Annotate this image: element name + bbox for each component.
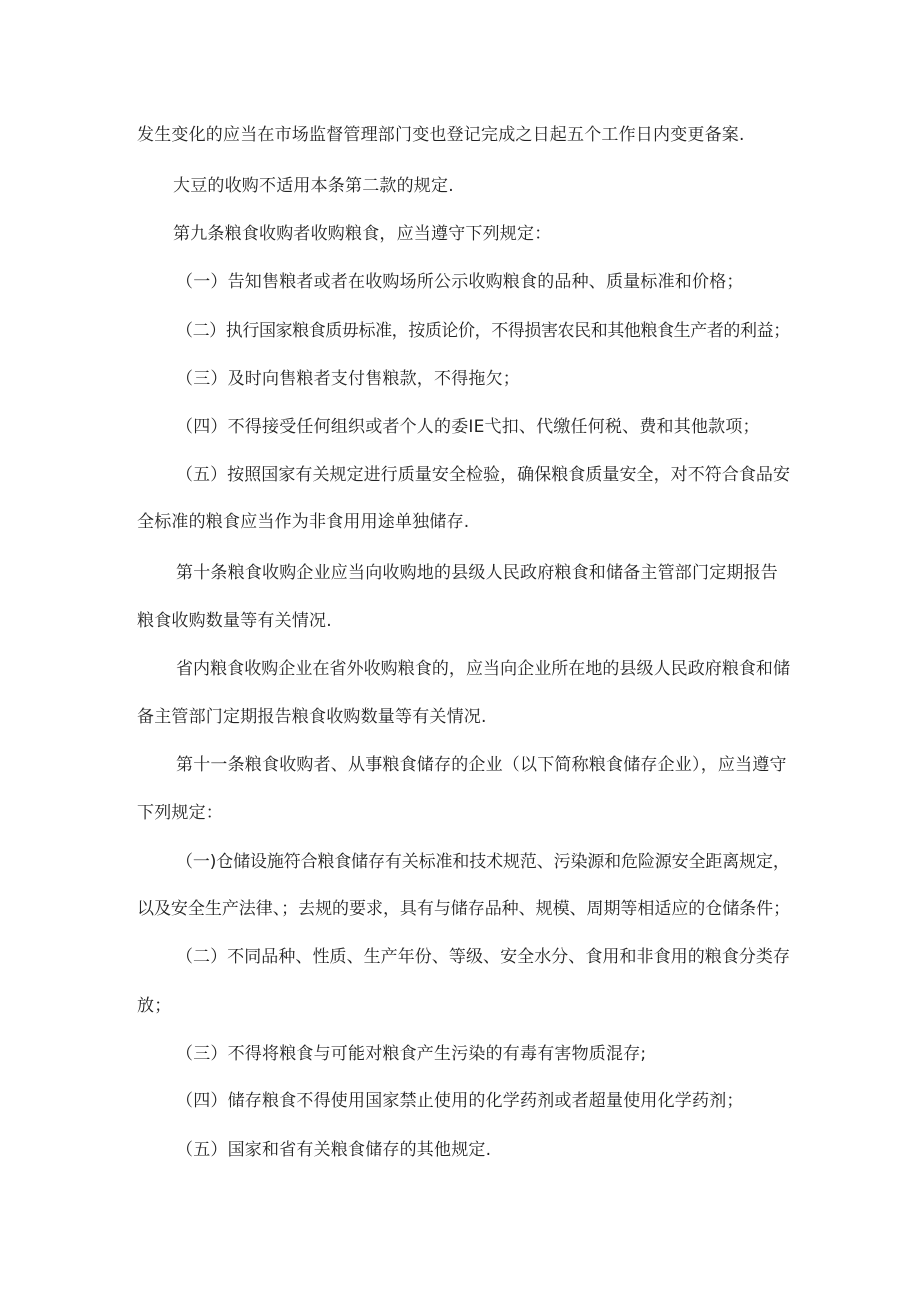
text-line: （一）告知售粮者或者在收购场所公示收购粮食的品种、质量标准和价格； <box>176 272 744 292</box>
text-line: （一)仓储设施符合粮食储存有关标准和技术规范、污染源和危险源安全距离规定， <box>176 852 790 872</box>
text-line: （四）不得接受任何组织或者个人的委IE弋扣、代缴任何税、费和其他款项； <box>176 417 760 437</box>
text-line: 第九条粮食收购者收购粮食，应当遵守下列规定： <box>173 224 552 244</box>
text-line: 下列规定： <box>137 803 223 823</box>
text-line: （三）不得将粮食与可能对粮食产生污染的有毒有害物质混存; <box>176 1044 647 1064</box>
text-line: （五）按照国家有关规定进行质量安全检验，确保粮食质量安全，对不符合食品安 <box>176 465 791 485</box>
text-line: （三）及时向售粮者支付售粮款，不得拖欠； <box>176 369 520 389</box>
text-line: （二）执行国家粮食质毋标准，按质论价，不得损害农民和其他粮食生产者的利益； <box>176 321 790 341</box>
text-line: 全标准的粮食应当作为非食用用途单独储存. <box>137 512 470 532</box>
text-line: 放； <box>137 996 172 1016</box>
text-line: 第十条粮食收购企业应当向收购地的县级人民政府粮食和储备主管部门定期报告 <box>176 563 778 583</box>
text-line: 第十一条粮食收购者、从事粮食储存的企业（以下简称粮食储存企业），应当遵守 <box>176 755 787 775</box>
text-line: 以及安全生产法律、；去规的要求，具有与储存品种、规模、周期等相适应的仓储条件； <box>137 899 791 919</box>
text-line: （二）不同品种、性质、生产年份、等级、安全水分、食用和非食用的粮食分类存 <box>176 947 791 967</box>
text-line: 发生变化的应当在市场监督管理部门变也登记完成之日起五个工作日内变更备案. <box>137 125 745 145</box>
text-line: 粮食收购数量等有关情况. <box>137 611 332 631</box>
text-line: （四）储存粮食不得使用国家禁止使用的化学药剂或者超量使用化学药剂； <box>176 1091 744 1111</box>
text-line: 省内粮食收购企业在省外收购粮食的，应当向企业所在地的县级人民政府粮食和储 <box>176 659 791 679</box>
text-line: 备主管部门定期报告粮食收购数量等有关情况. <box>137 707 487 727</box>
text-line: （五）国家和省有关粮食储存的其他规定. <box>176 1140 492 1160</box>
text-line: 大豆的收购不适用本条第二款的规定. <box>173 176 454 196</box>
